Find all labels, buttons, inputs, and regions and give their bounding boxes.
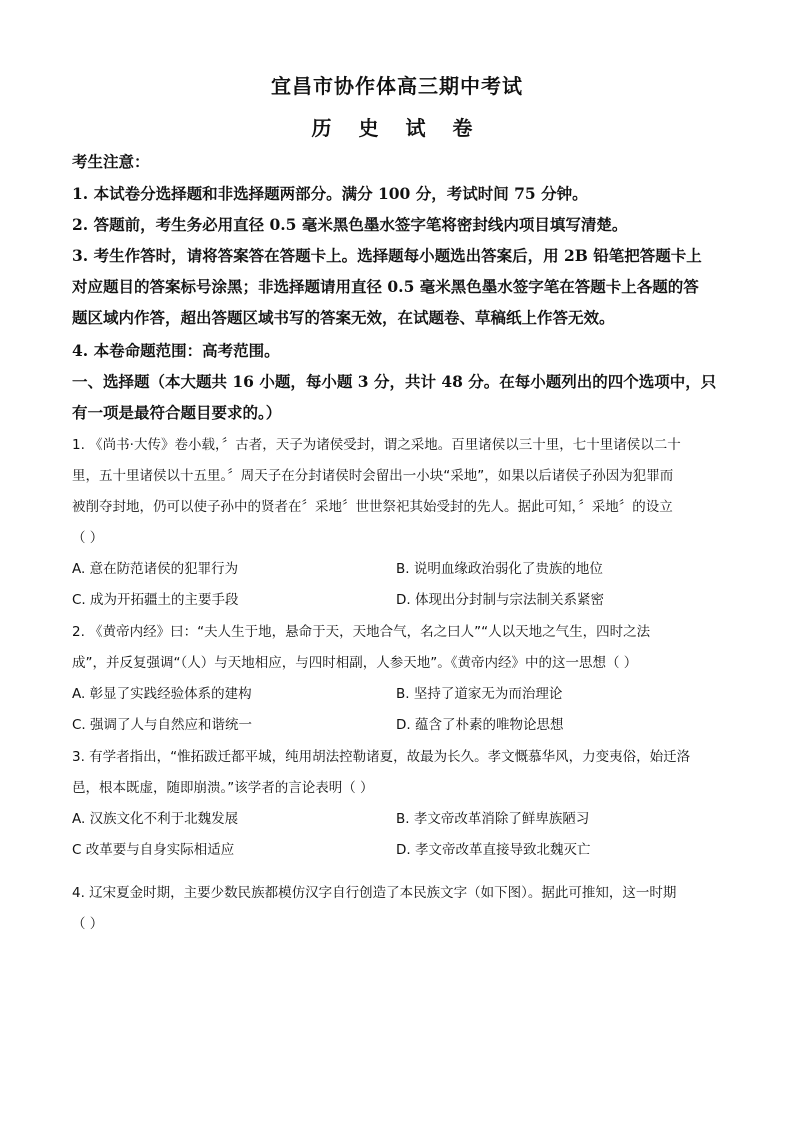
q1-option-a: A. 意在防范诸侯的犯罪行为 [72, 561, 239, 577]
exam-title: 宜昌市协作体高三期中考试 [271, 74, 523, 98]
q2-option-a: A. 彰显了实践经验体系的建构 [72, 686, 252, 702]
section-heading-line-1: 一、选择题（本大题共 16 小题，每小题 3 分，共计 48 分。在每小题列出的四个选项中，只 [72, 372, 717, 391]
q1-option-b: B. 说明血缘政治弱化了贵族的地位 [396, 561, 603, 577]
q1-option-c: C. 成为开拓疆土的主要手段 [72, 592, 239, 608]
q3-option-a: A. 汉族文化不利于北魏发展 [72, 811, 239, 827]
q1-option-d: D. 体现出分封制与宗法制关系紧密 [396, 592, 604, 608]
notice-line-6: 4. 本卷命题范围：高考范围。 [72, 341, 280, 360]
q3-stem-line-2: 邑，根本既虚，随即崩溃。”该学者的言论表明（ ） [72, 780, 374, 796]
notice-line-4: 对应题目的答案标号涂黑；非选择题请用直径 0.5 毫米黑色墨水签字笔在答题卡上各题的答 [72, 277, 699, 296]
notice-line-3: 3. 考生作答时，请将答案答在答题卡上。选择题每小题选出答案后，用 2B 铅笔把答题卡上 [72, 246, 702, 265]
notice-line-2: 2. 答题前，考生务必用直径 0.5 毫米黑色墨水签字笔将密封线内项目填写清楚。 [72, 215, 628, 234]
q3-option-d: D. 孝文帝改革直接导致北魏灭亡 [396, 842, 591, 858]
q2-option-b: B. 坚持了道家无为而治理论 [396, 686, 563, 702]
q2-option-c: C. 强调了人与自然应和谐统一 [72, 717, 253, 733]
q4-stem-line-1: 4. 辽宋夏金时期，主要少数民族都模仿汉字自行创造了本民族文字（如下图）。据此可推知，这一时期 [72, 885, 677, 901]
q1-stem-line-2: 里，五十里诸侯以十五里。〞周天子在分封诸侯时会留出一小块“采地”，如果以后诸侯子孙因为犯罪而 [72, 468, 674, 484]
notice-line-5: 题区域内作答，超出答题区域书写的答案无效，在试题卷、草稿纸上作答无效。 [72, 308, 615, 327]
section-heading-line-2: 有一项是最符合题目要求的。） [72, 403, 282, 422]
q1-stem-line-4: （ ） [72, 530, 104, 546]
notice-heading: 考生注意： [72, 152, 150, 171]
notice-line-1: 1. 本试卷分选择题和非选择题两部分。满分 100 分，考试时间 75 分钟。 [72, 184, 588, 203]
q2-stem-line-1: 2. 《黄帝内经》曰：“夫人生于地，悬命于天，天地合气，名之曰人”“人以天地之气生，四时之法 [72, 624, 651, 640]
q3-option-b: B. 孝文帝改革消除了鲜卑族陋习 [396, 811, 590, 827]
q1-stem-line-3: 被削夺封地，仍可以使子孙中的贤者在〞采地〞世世祭祀其始受封的先人。据此可知，〞采地〞的设立 [72, 499, 673, 515]
q1-stem-line-1: 1. 《尚书·大传》卷小载，〞古者，天子为诸侯受封，谓之采地。百里诸侯以三十里，七十里诸侯以二十 [72, 437, 681, 453]
q4-stem-line-2: （ ） [72, 916, 104, 932]
q2-option-d: D. 蕴含了朴素的唯物论思想 [396, 717, 564, 733]
q3-stem-line-1: 3. 有学者指出，“惟拓跋迁都平城，纯用胡法控勒诸夏，故最为长久。孝文慨慕华风，力变夷俗，始迁洛 [72, 749, 691, 765]
q2-stem-line-2: 成”，并反复强调“（人）与天地相应，与四时相副，人参天地”。《黄帝内经》中的这一思想（ ） [72, 655, 638, 671]
exam-subject-title: 历 史 试 卷 [311, 116, 483, 140]
q3-option-c: C 改革要与自身实际相适应 [72, 842, 235, 858]
